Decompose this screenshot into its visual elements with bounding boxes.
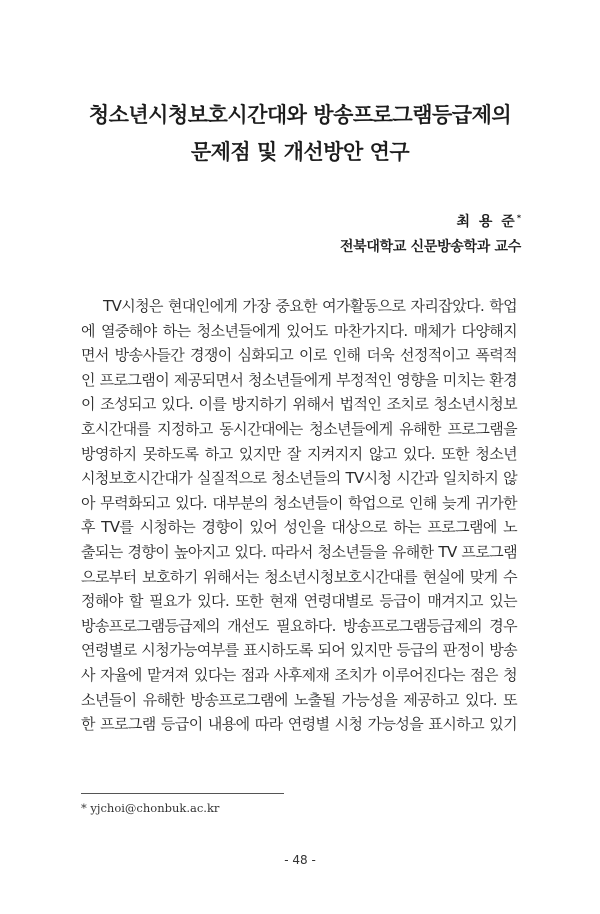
body-line: 출되는 경향이 높아지고 있다. 따라서 청소년들을 유해한 TV 프로그램 (81, 542, 517, 561)
author-name-text: 최 용 준 (456, 214, 517, 230)
body-line: 방송프로그램등급제의 개선도 필요하다. 방송프로그램등급제의 경우 (81, 616, 517, 635)
paper-title-line-2: 문제점 및 개선방안 연구 (190, 140, 410, 164)
body-line: 사 자율에 맡겨져 있다는 점과 사후제재 조치가 이루어진다는 점은 청 (81, 665, 517, 684)
body-line: TV시청은 현대인에게 가장 중요한 여가활동으로 자리잡았다. 학업 (103, 297, 517, 315)
body-line: 이 조성되고 있다. 이를 방지하기 위해서 법적인 조치로 청소년시청보 (81, 395, 517, 414)
abstract-body (81, 294, 517, 737)
body-line: 한 프로그램 등급이 내용에 따라 연령별 시청 가능성을 표시하고 있기 (81, 715, 517, 734)
body-line: 아 무력화되고 있다. 대부분의 청소년들이 학업으로 인해 늦게 귀가한 (81, 493, 517, 512)
body-line: 호시간대를 지정하고 동시간대에는 청소년들에게 유해한 프로그램을 (81, 419, 517, 438)
author-affiliation: 전북대학교 신문방송학과 교수 (339, 239, 521, 255)
page-number: - 48 - (284, 853, 316, 867)
author-name (456, 211, 521, 231)
paper-title-line-1: 청소년시청보호시간대와 방송프로그램등급제의 (88, 103, 512, 127)
body-line: 방영하지 못하도록 하고 있지만 잘 지켜지지 않고 있다. 또한 청소년 (81, 444, 517, 463)
body-line: 후 TV를 시청하는 경향이 있어 성인을 대상으로 하는 프로그램에 노 (81, 518, 517, 537)
body-line: 면서 방송사들간 경쟁이 심화되고 이로 인해 더욱 선정적이고 폭력적 (81, 346, 517, 365)
body-line: 으로부터 보호하기 위해서는 청소년시청보호시간대를 현실에 맞게 수 (81, 567, 517, 586)
footnote-email: * yjchoi@chonbuk.ac.kr (81, 801, 220, 815)
body-line: 연령별로 시청가능여부를 표시하도록 되어 있지만 등급의 판정이 방송 (81, 641, 517, 660)
body-line: 시청보호시간대가 실질적으로 청소년들의 TV시청 시간과 일치하지 않 (81, 469, 517, 488)
footnote-divider (81, 793, 284, 794)
body-line: 인 프로그램이 제공되면서 청소년들에게 부정적인 영향을 미치는 환경 (81, 370, 517, 389)
author-footnote-marker: * (516, 213, 521, 223)
body-line: 정해야 할 필요가 있다. 또한 현재 연령대별로 등급이 매겨지고 있는 (81, 592, 517, 611)
body-line: 에 열중해야 하는 청소년들에게 있어도 마찬가지다. 매체가 다양해지 (81, 321, 517, 340)
body-line: 소년들이 유해한 방송프로그램에 노출될 가능성을 제공하고 있다. 또 (81, 690, 517, 709)
